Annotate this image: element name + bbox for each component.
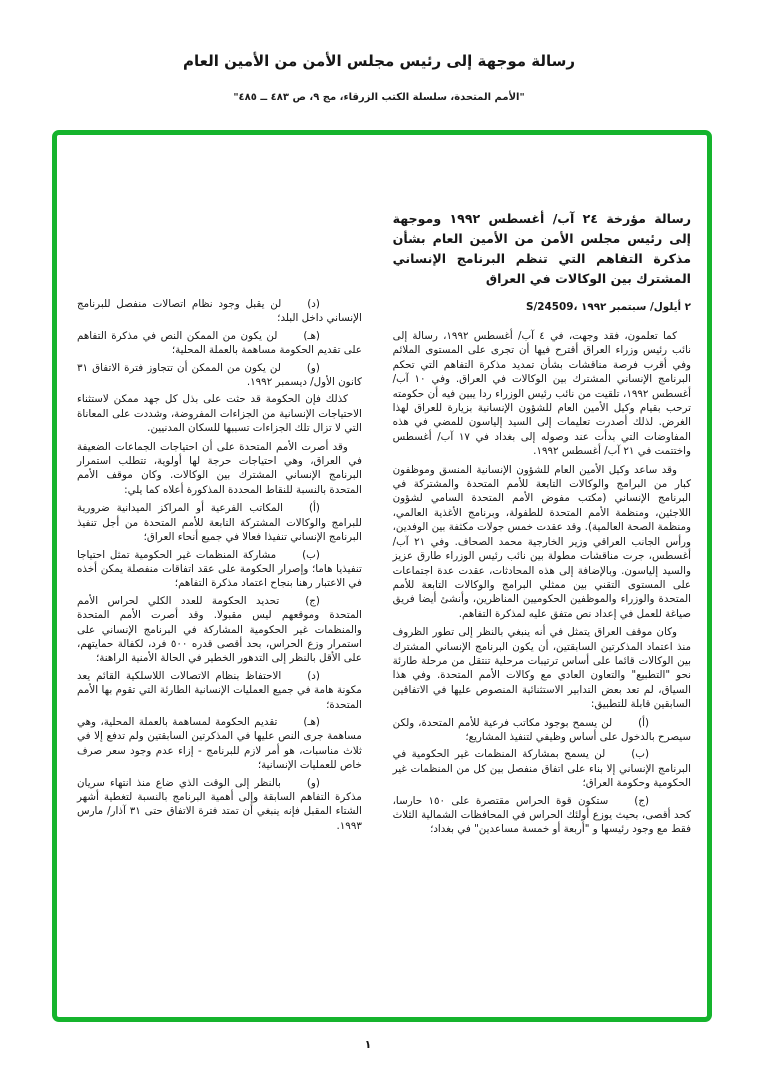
document-symbol-and-date: S/24509، ٢ أيلول/ سبتمبر ١٩٩٢ — [526, 301, 691, 313]
paragraph: وقد أصرت الأمم المتحدة على أن احتياجات الجماعات الضعيفة في العراق، وهي احتياجات حرجة لها أولوية، تتطلب استمرار البرنامج الإنساني المشترك بين الوكالات. وكان موقف الأمم المتحدة بالنسبة للنقاط المحددة المذكورة أعلاه كما يلي: — [77, 440, 362, 496]
list-item — [77, 669, 362, 712]
letter-heading: رسالة مؤرخة ٢٤ آب/ أغسطس ١٩٩٢ وموجهة إلى رئيس مجلس الأمن من الأمين العام بشأن مذكرة التفاهم التي تنظم البرنامج الإنساني المشترك بين الوكالات في العراق — [392, 211, 692, 286]
two-column-layout — [57, 135, 707, 840]
list-item — [77, 776, 362, 834]
list-marker: (ج) — [634, 794, 649, 807]
list-marker: (هـ) — [303, 715, 320, 728]
list-item — [77, 297, 362, 326]
page-title: رسالة موجهة إلى رئيس مجلس الأمن من الأمين العام — [183, 52, 575, 70]
list-item-text: مشاركة المنظمات غير الحكومية تمثل احتياجا تنفيذيا هاما؛ وإصرار الحكومة على عقد اتفاقات منفصلة يمكن أخذه في الاعتبار رهنا بنجاح اعتماد مذكرة التفاهم؛ — [77, 548, 362, 590]
paragraph: كما تعلمون، فقد وجهت، في ٤ آب/ أغسطس ١٩٩٢، رسالة إلى نائب رئيس وزراء العراق أقترح فيها أن تجرى على المستوى الملائم وفي أقرب فرصة مناقشات بشأن تمديد مذكرة التفاهم التي تحكم البرنامج الإنساني المشترك بين الوكالات في العراق. وفي ١٠ آب/ أغسطس ١٩٩٢، تلقيت من نائب رئيس الوزراء ردا يبين فيه أن حكومته ترحب بقيام وكيل الأمين العام للشؤون الإنسانية بزيارة للعراق لهذا الغرض. لذلك أصدرت تعليمات إلى السيد إلياسون للمضي في هذه المفاوضات التي بدأت عند وصوله إلى بغداد في ١٧ آب/ أغسطس واختتمت في ٢١ آب/ أغسطس ١٩٩٢. — [392, 330, 692, 458]
list-marker: (ج) — [305, 594, 320, 607]
list-marker: (و) — [306, 361, 320, 374]
list-item — [77, 594, 362, 666]
list-item — [393, 794, 691, 837]
page-number: ١ — [364, 1038, 372, 1051]
list-marker: (د) — [307, 669, 320, 682]
list-marker: (أ) — [638, 716, 649, 729]
list-item — [77, 329, 362, 358]
list-item — [393, 747, 691, 790]
column-left — [77, 209, 362, 840]
list-item-text: لن يقبل وجود نظام اتصالات منفصل للبرنامج الإنساني داخل البلد؛ — [77, 298, 362, 325]
list-item-text: لن يسمح بمشاركة المنظمات غير الحكومية في البرنامج الإنساني إلا بناء على اتفاق منفصل بين كل من المنظمات غير الحكومية وحكومة العراق؛ — [392, 748, 691, 790]
list-marker: (و) — [306, 776, 320, 789]
list-item-text: تحديد الحكومة للعدد الكلي لحراس الأمم المتحدة وموقعهم ليس مقبولا. وقد أصرت الأمم المتحدة والمنظمات غير الحكومية المشاركة في البرنامج الإنساني على استمرار وزع الحراس، بحد أقصى قدره ٥٠٠ فرد، لكفالة حمايتهم، على الأقل بالنظر إلى التدهور الخطير في الحالة الأمنية الراهنة؛ — [77, 594, 362, 665]
list-item-text: ستكون قوة الحراس مقتصرة على ١٥٠ حارسا، كحد أقصى، بحيث يوزع أولئك الحراس في المحافظات الشمالية الثلاث فقط مع وجود رئيسها و "أربعة أو خمسة مساعدين" في بغداد؛ — [392, 794, 691, 836]
paragraph: وقد ساعد وكيل الأمين العام للشؤون الإنسانية المنسق وموظفون كبار من البرامج والوكالات التابعة للأمم المتحدة والمشتركة في البرنامج الإنساني (مكتب مفوض الأمم المتحدة السامي لشؤون اللاجئين، ومنظمة الأمم المتحدة للطفولة، وبرنامج الأغذية العالمي، ومنظمة الصحة العالمية). وقد عقدت خمس جولات مكثفة بين الوفدين، ورأس الجانب العراقي وزير الخارجية محمد الصحاف. وفي ٢١ آب/ أغسطس، جرت مناقشات مطولة بين نائب رئيس الوزراء طارق عزيز والسيد إلياسون. وبالإضافة إلى هذه المحادثات، عقدت عدة اجتماعات على المستوى التقني بين ممثلي البرامج والوكالات التابعة للأمم المتحدة والوزراء والموظفين الحكوميين المناظرين، وأنشئ أيضا فريق صياغة للعمل في إعداد نص متفق عليه لمذكرة التفاهم. — [392, 463, 691, 620]
list-item-text: تقديم الحكومة لمساهمة بالعملة المحلية، وهي مساهمة جرى النص عليها في المذكرتين السابقتين ولم تدفع إلا في ثلاث مناسبات، هو أمر لازم للبرنامج - إزاء عدم وجود سعر صرف خاص للعمليات الإنسانية؛ — [77, 715, 362, 772]
list-item-text: لن يكون من الممكن النص في مذكرة التفاهم على تقديم الحكومة مساهمة بالعملة المحلية؛ — [77, 329, 362, 357]
list-item-text: المكاتب الفرعية أو المراكز الميدانية ضرورية للبرامج والوكالات المشتركة التابعة للأمم المتحدة من أجل تنفيذ البرنامج الإنساني تنفيذا فعالا في جميع أنحاء العراق؛ — [77, 502, 362, 544]
column-right — [393, 209, 691, 840]
list-marker: (ب) — [302, 548, 320, 561]
green-border-frame — [52, 130, 712, 1022]
list-marker: (هـ) — [303, 329, 320, 342]
list-item — [77, 548, 362, 591]
list-item — [77, 501, 362, 544]
list-item — [393, 716, 691, 745]
paragraph: كذلك فإن الحكومة قد حثت على بذل كل جهد ممكن لاستثناء الاحتياجات الإنسانية من الجزاءات المفروضة، وشددت على المعاناة التي لا تزال تلك الجزاءات تسببها للسكان المدنيين. — [77, 393, 362, 435]
list-item-text: الاحتفاظ بنظام الاتصالات اللاسلكية القائم يعد مكونة هامة في جميع العمليات الإنسانية الطارئة التي تقوم بها الأمم المتحدة؛ — [77, 669, 362, 711]
page-subtitle: "الأمم المتحدة، سلسلة الكتب الزرقاء، مج ٩، ص ٤٨٣ ــ ٤٨٥" — [233, 92, 525, 103]
list-item-text: لن يكون من الممكن أن تتجاوز فترة الاتفاق ٣١ كانون الأول/ ديسمبر ١٩٩٢. — [77, 361, 362, 389]
list-marker: (ب) — [631, 748, 649, 761]
list-marker: (أ) — [308, 502, 320, 515]
list-item-text: بالنظر إلى الوقت الذي ضاع منذ انتهاء سريان مذكرة التفاهم السابقة وإلى أهمية البرنامج بالنسبة لتغطية أشهر الشتاء المقبل فإنه ينبغي أن تمتد فترة الاتفاق حتى ٣١ آذار/ مارس ١٩٩٣. — [77, 776, 362, 832]
list-item — [77, 361, 362, 390]
paragraph: وكان موقف العراق يتمثل في أنه ينبغي بالنظر إلى تطور الظروف منذ اعتماد المذكرتين السابقتين، أن يكون البرنامج الإنساني المشترك بين الوكالات قائما على أساس ترتيبات مرحلية تنتقل من مرحلة طارئة نحو "التطبيع" والتعاون العادي مع وكالات الأمم المتحدة. وفي هذا السياق، لم تعد بعض التدابير الاستثنائية المنصوص عليها في الاتفاقين السابقين قابلة للتطبيق: — [392, 626, 691, 711]
list-item — [77, 715, 362, 773]
list-marker: (د) — [307, 298, 320, 310]
list-item-text: لن يسمح بوجود مكاتب فرعية للأمم المتحدة، ولكن سيصرح بالدخول على أساس وظيفي لتنفيذ المشاريع؛ — [392, 716, 691, 743]
